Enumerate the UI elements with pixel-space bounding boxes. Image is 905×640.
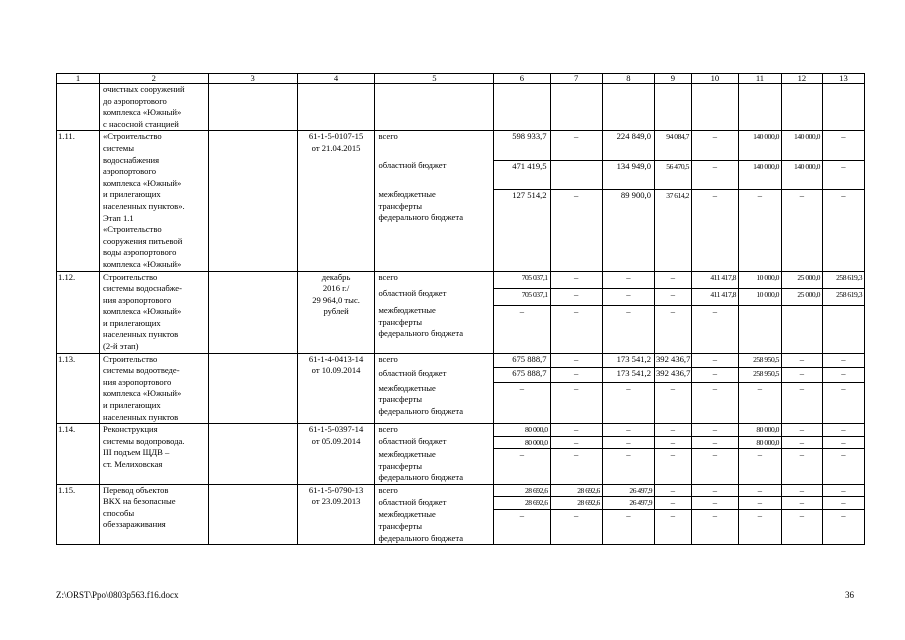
col-header: 4 (297, 74, 375, 84)
value-cell: – (655, 271, 692, 288)
funding-source: межбюджетные трансферты федерального бюджета (375, 449, 494, 484)
value-cell: – (602, 383, 654, 424)
value-cell: – (602, 305, 654, 353)
value-cell: – (655, 305, 692, 353)
value-cell: – (822, 497, 864, 510)
column-number-row (57, 74, 865, 84)
value-cell: 598 933,7 (494, 131, 550, 160)
value-cell: – (655, 436, 692, 449)
item-number: 1.13. (57, 353, 100, 424)
cell-empty (57, 84, 100, 131)
value-cell: 392 436,7 (655, 353, 692, 368)
value-cell: – (781, 436, 822, 449)
value-cell: – (781, 424, 822, 437)
value-cell: 705 037,1 (494, 288, 550, 305)
value-cell: – (550, 424, 602, 437)
value-cell: – (494, 305, 550, 353)
value-cell: – (738, 449, 781, 484)
value-cell: – (655, 449, 692, 484)
cell-empty (822, 84, 864, 131)
value-cell: 392 436,7 (655, 368, 692, 383)
value-cell: 25 000,0 (781, 271, 822, 288)
value-cell: – (822, 189, 864, 271)
cell-empty (494, 84, 550, 131)
item-document: 61-1-4-0413-14 от 10.09.2014 (297, 353, 375, 424)
value-cell: – (781, 449, 822, 484)
value-cell: – (691, 424, 738, 437)
funding-source: областной бюджет (375, 436, 494, 449)
value-cell: 140 000,0 (738, 160, 781, 189)
value-cell: – (738, 484, 781, 497)
value-cell: 411 417,8 (691, 288, 738, 305)
cell-empty (738, 84, 781, 131)
col-header: 10 (691, 74, 738, 84)
value-cell: – (822, 131, 864, 160)
item-name: «Строительство системы водоснабжения аэропортового комплекса «Южный» и прилегающих населенных пунктов». Этап 1.1 «Строительство сооружения питьевой воды аэропортового комплекса «Южный» (100, 131, 209, 271)
value-cell: – (602, 424, 654, 437)
value-cell: – (655, 484, 692, 497)
value-cell: – (822, 353, 864, 368)
value-cell: 26 497,9 (602, 484, 654, 497)
page-number: 36 (845, 590, 854, 600)
value-cell: – (781, 497, 822, 510)
value-cell: 224 849,0 (602, 131, 654, 160)
item-number: 1.12. (57, 271, 100, 353)
value-cell: – (494, 509, 550, 544)
funding-source: межбюджетные трансферты федерального бюджета (375, 509, 494, 544)
funding-source: межбюджетные трансферты федерального бюджета (375, 305, 494, 353)
cell-empty (375, 84, 494, 131)
col-header: 7 (550, 74, 602, 84)
value-cell: – (494, 449, 550, 484)
item-name: Перевод объектов ВКХ на безопасные способы обеззараживания (100, 484, 209, 544)
cell-empty (208, 84, 297, 131)
value-cell: – (550, 305, 602, 353)
value-cell: 89 900,0 (602, 189, 654, 271)
value-cell: – (781, 509, 822, 544)
funding-source: всего (375, 484, 494, 497)
value-cell (822, 305, 864, 353)
value-cell: – (691, 436, 738, 449)
value-cell: – (550, 509, 602, 544)
value-cell: – (550, 449, 602, 484)
table-row (57, 271, 865, 288)
value-cell: – (822, 509, 864, 544)
value-cell: 28 692,6 (550, 497, 602, 510)
value-cell: – (691, 497, 738, 510)
funding-source: областной бюджет (375, 160, 494, 189)
funding-source: областной бюджет (375, 497, 494, 510)
value-cell: 258 619,3 (822, 288, 864, 305)
value-cell: – (550, 368, 602, 383)
value-cell (550, 160, 602, 189)
funding-source: всего (375, 353, 494, 368)
item-document: декабрь 2016 г./ 29 964,0 тыс. рублей (297, 271, 375, 353)
value-cell: – (691, 160, 738, 189)
table-row (57, 131, 865, 160)
value-cell: – (822, 449, 864, 484)
value-cell: – (602, 288, 654, 305)
file-path: Z:\ORST\Ppo\0803p563.f16.docx (56, 590, 179, 600)
value-cell: – (822, 160, 864, 189)
value-cell: 471 419,5 (494, 160, 550, 189)
col-header: 12 (781, 74, 822, 84)
value-cell: 25 000,0 (781, 288, 822, 305)
funding-source: межбюджетные трансферты федерального бюджета (375, 189, 494, 271)
funding-source: всего (375, 271, 494, 288)
value-cell (738, 305, 781, 353)
value-cell: – (738, 497, 781, 510)
item-name: Строительство системы водоотведе- ния аэропортового комплекса «Южный» и прилегающих населенных пунктов (100, 353, 209, 424)
col-header: 8 (602, 74, 654, 84)
value-cell: – (655, 497, 692, 510)
value-cell: – (738, 509, 781, 544)
col-header: 1 (57, 74, 100, 84)
value-cell: 173 541,2 (602, 368, 654, 383)
item-name: Строительство системы водоснабже- ния аэропортового комплекса «Южный» и прилегающих населенных пунктов (2-й этап) (100, 271, 209, 353)
value-cell: 56 470,5 (655, 160, 692, 189)
value-cell: 80 000,0 (738, 436, 781, 449)
value-cell: – (655, 383, 692, 424)
value-cell: – (781, 383, 822, 424)
value-cell: 140 000,0 (738, 131, 781, 160)
value-cell: – (691, 383, 738, 424)
value-cell: – (494, 383, 550, 424)
cell-empty (691, 84, 738, 131)
value-cell: – (781, 189, 822, 271)
funding-source: областной бюджет (375, 368, 494, 383)
continuation-name: очистных сооружений до аэропортового комплекса «Южный» с насосной станцией (100, 84, 209, 131)
value-cell: 80 000,0 (738, 424, 781, 437)
value-cell: 10 000,0 (738, 288, 781, 305)
value-cell: – (691, 484, 738, 497)
value-cell: – (550, 288, 602, 305)
cell-empty (297, 84, 375, 131)
value-cell: – (691, 509, 738, 544)
value-cell: 134 949,0 (602, 160, 654, 189)
col-header: 3 (208, 74, 297, 84)
cell-empty (781, 84, 822, 131)
value-cell: – (822, 368, 864, 383)
value-cell: – (691, 305, 738, 353)
item-document: 61-1-5-0397-14 от 05.09.2014 (297, 424, 375, 484)
value-cell: 37 614,2 (655, 189, 692, 271)
value-cell: – (691, 449, 738, 484)
value-cell: 705 037,1 (494, 271, 550, 288)
item-number: 1.11. (57, 131, 100, 271)
cell-empty (602, 84, 654, 131)
cell-empty (208, 131, 297, 271)
value-cell: – (602, 271, 654, 288)
value-cell: 258 619,3 (822, 271, 864, 288)
value-cell: 258 950,5 (738, 353, 781, 368)
value-cell: 28 692,6 (494, 484, 550, 497)
value-cell: – (550, 353, 602, 368)
table-row (57, 353, 865, 368)
value-cell: – (738, 189, 781, 271)
value-cell: – (550, 271, 602, 288)
value-cell: 80 000,0 (494, 424, 550, 437)
item-document: 61-1-5-0790-13 от 23.09.2013 (297, 484, 375, 544)
cell-empty (655, 84, 692, 131)
item-number: 1.15. (57, 484, 100, 544)
value-cell: – (602, 436, 654, 449)
value-cell: – (602, 449, 654, 484)
funding-source: всего (375, 131, 494, 160)
value-cell: – (550, 436, 602, 449)
value-cell: – (550, 189, 602, 271)
cell-empty (208, 271, 297, 353)
value-cell: 26 497,9 (602, 497, 654, 510)
col-header: 6 (494, 74, 550, 84)
value-cell: – (691, 368, 738, 383)
value-cell: – (655, 509, 692, 544)
cell-empty (208, 353, 297, 424)
value-cell: – (781, 368, 822, 383)
value-cell: 675 888,7 (494, 368, 550, 383)
value-cell: 173 541,2 (602, 353, 654, 368)
value-cell: – (822, 424, 864, 437)
col-header: 5 (375, 74, 494, 84)
value-cell: 675 888,7 (494, 353, 550, 368)
value-cell: – (550, 383, 602, 424)
value-cell: – (691, 189, 738, 271)
cell-empty (550, 84, 602, 131)
value-cell: 411 417,8 (691, 271, 738, 288)
table-row (57, 484, 865, 497)
value-cell: – (822, 484, 864, 497)
value-cell: – (602, 509, 654, 544)
value-cell: 80 000,0 (494, 436, 550, 449)
continuation-row (57, 84, 865, 131)
item-name: Реконструкция системы водопровода. III подъем ЩДВ – ст. Мелиховская (100, 424, 209, 484)
value-cell: – (655, 288, 692, 305)
funding-source: областной бюджет (375, 288, 494, 305)
item-number: 1.14. (57, 424, 100, 484)
col-header: 2 (100, 74, 209, 84)
funding-source: всего (375, 424, 494, 437)
value-cell: 28 692,6 (550, 484, 602, 497)
value-cell: 258 950,5 (738, 368, 781, 383)
value-cell: – (781, 353, 822, 368)
value-cell: – (822, 383, 864, 424)
item-document: 61-1-5-0107-15 от 21.04.2015 (297, 131, 375, 271)
col-header: 9 (655, 74, 692, 84)
value-cell: 140 000,0 (781, 131, 822, 160)
table-row (57, 424, 865, 437)
value-cell: 10 000,0 (738, 271, 781, 288)
value-cell: 28 692,6 (494, 497, 550, 510)
value-cell: 140 000,0 (781, 160, 822, 189)
col-header: 11 (738, 74, 781, 84)
value-cell: – (691, 131, 738, 160)
value-cell: 127 514,2 (494, 189, 550, 271)
value-cell: – (655, 424, 692, 437)
cell-empty (208, 424, 297, 484)
col-header: 13 (822, 74, 864, 84)
value-cell: – (738, 383, 781, 424)
value-cell: – (781, 484, 822, 497)
funding-source: межбюджетные трансферты федерального бюджета (375, 383, 494, 424)
value-cell: – (822, 436, 864, 449)
value-cell: 94 084,7 (655, 131, 692, 160)
cell-empty (208, 484, 297, 544)
value-cell: – (691, 353, 738, 368)
program-table (56, 73, 865, 545)
value-cell: – (550, 131, 602, 160)
value-cell (781, 305, 822, 353)
